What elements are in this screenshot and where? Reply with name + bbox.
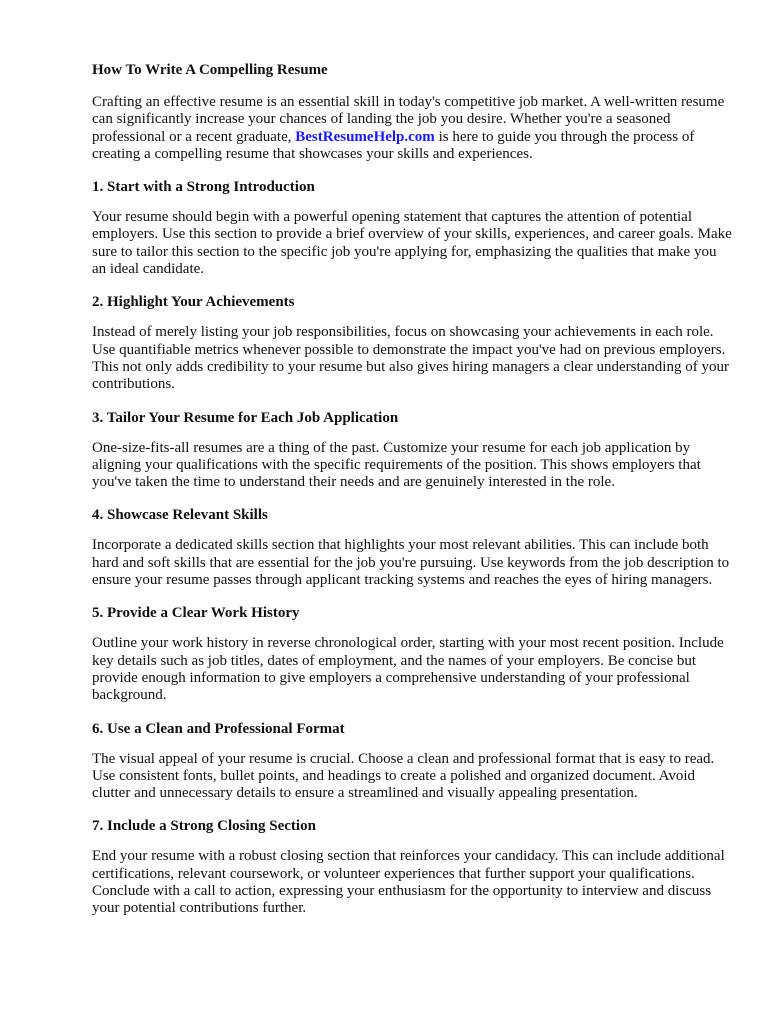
section-heading-1: 1. Start with a Strong Introduction xyxy=(92,179,315,196)
section-body-3: One-size-fits-all resumes are a thing of the past. Customize your resume for each job application by aligning your qualifications with the specific requirements of the position. This shows employers that you've taken the time to understand their needs and are genuinely interested in the role. xyxy=(92,439,701,491)
section-body-5: Outline your work history in reverse chronological order, starting with your most recent position. Include key details such as job titles, dates of employment, and the names of your employers. Be concise but provide enough information to give employers a comprehensive understanding of your professional background. xyxy=(92,635,724,704)
intro-paragraph xyxy=(92,94,732,163)
section-heading-3: 3. Tailor Your Resume for Each Job Application xyxy=(92,409,399,426)
section-heading-4: 4. Showcase Relevant Skills xyxy=(92,507,268,524)
section-heading-5: 5. Provide a Clear Work History xyxy=(92,605,300,622)
bestresumehelp-link[interactable]: BestResumeHelp.com xyxy=(295,128,435,145)
section-body-4: Incorporate a dedicated skills section that highlights your most relevant abilities. This can include both hard and soft skills that are essential for the job you're pursuing. Use keywords from the job description to ensure your resume passes through applicant tracking systems and reaches the eyes of hiring managers. xyxy=(92,537,730,589)
section-body-6: The visual appeal of your resume is crucial. Choose a clean and professional format that is easy to read. Use consistent fonts, bullet points, and headings to create a polished and organized document. Avoid clutter and unnecessary details to ensure a streamlined and visually appealing presentation. xyxy=(92,750,715,802)
section-body-1: Your resume should begin with a powerful opening statement that captures the attention of potential employers. Use this section to provide a brief overview of your skills, experiences, and career goals. Make sure to tailor this section to the specific job you're applying for, emphasizing the qualities that make you an ideal candidate. xyxy=(92,209,732,278)
page-title: How To Write A Compelling Resume xyxy=(92,62,328,78)
intro-text-before-link: Crafting an effective resume is an essential skill in today's competitive job market. A well-written resume can significantly increase your chances of landing the job you desire. Whether you're a seasoned professional or a recent graduate, xyxy=(92,94,725,145)
document-page xyxy=(92,60,732,932)
section-heading-6: 6. Use a Clean and Professional Format xyxy=(92,720,345,737)
section-body-2: Instead of merely listing your job responsibilities, focus on showcasing your achievements in each role. Use quantifiable metrics whenever possible to demonstrate the impact you've had on previous employers. This not only adds credibility to your resume but also gives hiring managers a clear understanding of your contributions. xyxy=(92,324,729,393)
intro-text-after-link: is here to guide you through the process of creating a compelling resume that showcases your skills and experiences. xyxy=(92,128,695,162)
section-heading-7: 7. Include a Strong Closing Section xyxy=(92,818,316,835)
section-body-7: End your resume with a robust closing section that reinforces your candidacy. This can include additional certifications, relevant coursework, or volunteer experiences that further support your qualifications. Conclude with a call to action, expressing your enthusiasm for the opportunity to interview and discuss your potential contributions further. xyxy=(92,848,725,917)
section-heading-2: 2. Highlight Your Achievements xyxy=(92,294,295,311)
